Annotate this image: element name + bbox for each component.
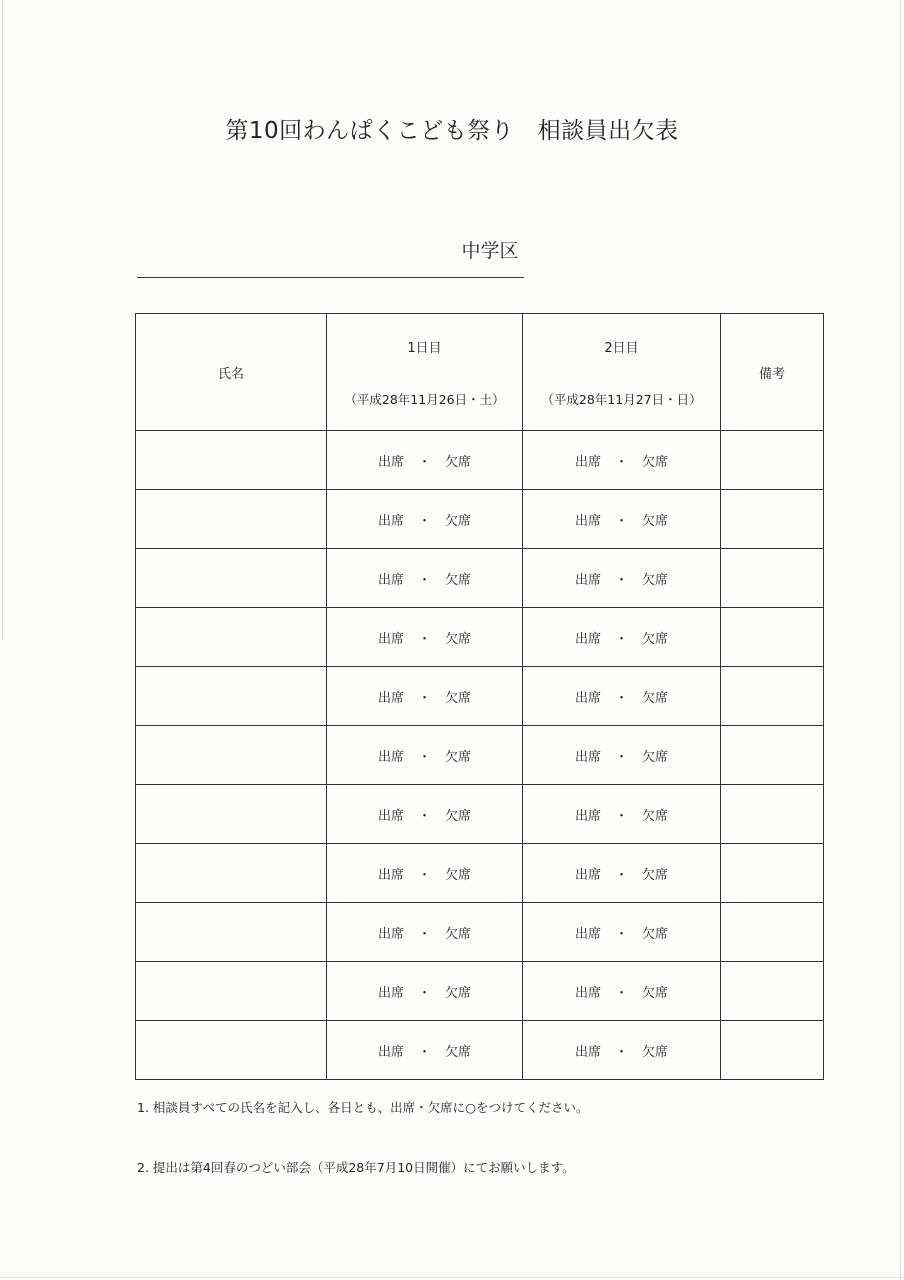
table-row — [136, 903, 824, 962]
name-cell[interactable] — [136, 490, 327, 549]
remarks-cell[interactable] — [721, 903, 824, 962]
document-title: 第10回わんぱくこども祭り 相談員出欠表 — [225, 118, 679, 144]
day2-absent-option[interactable]: 欠席 — [642, 572, 669, 588]
header-name-label: 氏名 — [217, 366, 244, 382]
day1-separator: ・ — [417, 631, 431, 647]
day1-absent-option[interactable]: 欠席 — [445, 572, 472, 588]
table-row — [136, 431, 824, 490]
day1-absent-option[interactable]: 欠席 — [445, 631, 472, 647]
remarks-cell[interactable] — [721, 549, 824, 608]
day1-absent-option[interactable]: 欠席 — [445, 867, 472, 883]
day1-attendance-cell[interactable] — [327, 549, 523, 608]
day1-present-option[interactable]: 出席 — [377, 808, 404, 824]
day1-absent-option[interactable]: 欠席 — [445, 749, 472, 765]
name-cell[interactable] — [136, 903, 327, 962]
day2-separator: ・ — [614, 572, 628, 588]
remarks-cell[interactable] — [721, 726, 824, 785]
header-day1 — [327, 314, 523, 431]
day1-absent-option[interactable]: 欠席 — [445, 926, 472, 942]
header-name — [136, 314, 327, 431]
day2-present-option[interactable]: 出席 — [574, 926, 601, 942]
name-cell[interactable] — [136, 962, 327, 1021]
name-cell[interactable] — [136, 726, 327, 785]
table-row — [136, 844, 824, 903]
day2-absent-option[interactable]: 欠席 — [642, 985, 669, 1001]
day2-absent-option[interactable]: 欠席 — [642, 690, 669, 706]
table-row — [136, 1021, 824, 1080]
day2-absent-option[interactable]: 欠席 — [642, 808, 669, 824]
day1-present-option[interactable]: 出席 — [377, 867, 404, 883]
header-remarks — [721, 314, 824, 431]
header-day2-date: （平成28年11月27日・日） — [541, 391, 702, 407]
day1-attendance-cell[interactable] — [327, 431, 523, 490]
day1-attendance-cell[interactable] — [327, 608, 523, 667]
day2-absent-option[interactable]: 欠席 — [642, 749, 669, 765]
day1-present-option[interactable]: 出席 — [377, 454, 404, 470]
table-row — [136, 962, 824, 1021]
header-remarks-label: 備考 — [758, 366, 785, 382]
day1-absent-option[interactable]: 欠席 — [445, 690, 472, 706]
day1-separator: ・ — [417, 867, 431, 883]
day2-attendance-cell[interactable] — [523, 1021, 721, 1080]
table-row — [136, 490, 824, 549]
remarks-cell[interactable] — [721, 608, 824, 667]
day2-separator: ・ — [614, 808, 628, 824]
day2-separator: ・ — [614, 690, 628, 706]
day1-separator: ・ — [417, 985, 431, 1001]
day2-absent-option[interactable]: 欠席 — [642, 631, 669, 647]
remarks-cell[interactable] — [721, 844, 824, 903]
day2-present-option[interactable]: 出席 — [574, 690, 601, 706]
header-day2 — [523, 314, 721, 431]
table-row — [136, 549, 824, 608]
day1-attendance-cell[interactable] — [327, 962, 523, 1021]
day1-attendance-cell[interactable] — [327, 844, 523, 903]
day2-absent-option[interactable]: 欠席 — [642, 926, 669, 942]
district-label: 中学区 — [461, 240, 519, 262]
remarks-cell[interactable] — [721, 667, 824, 726]
name-cell[interactable] — [136, 785, 327, 844]
day1-separator: ・ — [417, 513, 431, 529]
notes — [137, 1098, 837, 1176]
day2-present-option[interactable]: 出席 — [574, 454, 601, 470]
day2-separator: ・ — [614, 454, 628, 470]
day1-present-option[interactable]: 出席 — [377, 513, 404, 529]
day2-present-option[interactable]: 出席 — [574, 513, 601, 529]
day2-attendance-cell[interactable] — [523, 667, 721, 726]
day1-present-option[interactable]: 出席 — [377, 631, 404, 647]
day1-attendance-cell[interactable] — [327, 490, 523, 549]
day2-separator: ・ — [614, 749, 628, 765]
remarks-cell[interactable] — [721, 1021, 824, 1080]
remarks-cell[interactable] — [721, 431, 824, 490]
day1-separator: ・ — [417, 572, 431, 588]
day2-separator: ・ — [614, 985, 628, 1001]
day2-present-option[interactable]: 出席 — [574, 808, 601, 824]
day2-attendance-cell[interactable] — [523, 431, 721, 490]
header-row — [136, 314, 824, 431]
header-day1-label: 1日目 — [407, 340, 442, 356]
day2-absent-option[interactable]: 欠席 — [642, 867, 669, 883]
attendance-table — [135, 313, 824, 1080]
day1-attendance-cell[interactable] — [327, 667, 523, 726]
day2-separator: ・ — [614, 867, 628, 883]
note-2: 2. 提出は第4回春のつどい部会（平成28年7月10日開催）にてお願いします。 — [137, 1160, 575, 1175]
remarks-cell[interactable] — [721, 785, 824, 844]
day1-absent-option[interactable]: 欠席 — [445, 985, 472, 1001]
day1-present-option[interactable]: 出席 — [377, 985, 404, 1001]
table-row — [136, 785, 824, 844]
day1-present-option[interactable]: 出席 — [377, 749, 404, 765]
day1-present-option[interactable]: 出席 — [377, 926, 404, 942]
scan-edge-right — [900, 0, 901, 1280]
day1-separator: ・ — [417, 1044, 431, 1060]
day1-separator: ・ — [417, 926, 431, 942]
table-row — [136, 608, 824, 667]
day1-absent-option[interactable]: 欠席 — [445, 808, 472, 824]
day2-separator: ・ — [614, 1044, 628, 1060]
attendance-rows — [136, 431, 824, 1080]
day2-attendance-cell[interactable] — [523, 844, 721, 903]
day2-attendance-cell[interactable] — [523, 726, 721, 785]
day1-attendance-cell[interactable] — [327, 903, 523, 962]
day2-absent-option[interactable]: 欠席 — [642, 1044, 669, 1060]
day1-attendance-cell[interactable] — [327, 785, 523, 844]
name-cell[interactable] — [136, 549, 327, 608]
day2-attendance-cell[interactable] — [523, 903, 721, 962]
day2-attendance-cell[interactable] — [523, 549, 721, 608]
name-cell[interactable] — [136, 667, 327, 726]
day1-absent-option[interactable]: 欠席 — [445, 454, 472, 470]
day2-separator: ・ — [614, 513, 628, 529]
day2-attendance-cell[interactable] — [523, 490, 721, 549]
day1-present-option[interactable]: 出席 — [377, 572, 404, 588]
table-row — [136, 726, 824, 785]
scan-edge-left — [2, 0, 3, 640]
day2-attendance-cell[interactable] — [523, 962, 721, 1021]
header-day1-date: （平成28年11月26日・土） — [344, 391, 505, 407]
day2-present-option[interactable]: 出席 — [574, 631, 601, 647]
remarks-cell[interactable] — [721, 490, 824, 549]
name-cell[interactable] — [136, 608, 327, 667]
remarks-cell[interactable] — [721, 962, 824, 1021]
day1-separator: ・ — [417, 690, 431, 706]
header-day2-label: 2日目 — [604, 340, 639, 356]
day1-separator: ・ — [417, 808, 431, 824]
day2-attendance-cell[interactable] — [523, 608, 721, 667]
day1-separator: ・ — [417, 454, 431, 470]
day1-separator: ・ — [417, 749, 431, 765]
day2-present-option[interactable]: 出席 — [574, 572, 601, 588]
day2-absent-option[interactable]: 欠席 — [642, 454, 669, 470]
day2-present-option[interactable]: 出席 — [574, 985, 601, 1001]
name-cell[interactable] — [136, 1021, 327, 1080]
day2-attendance-cell[interactable] — [523, 785, 721, 844]
day2-separator: ・ — [614, 631, 628, 647]
table-row — [136, 667, 824, 726]
scan-edge-bottom — [0, 1277, 904, 1278]
day1-present-option[interactable]: 出席 — [377, 690, 404, 706]
day1-absent-option[interactable]: 欠席 — [445, 1044, 472, 1060]
note-1: 1. 相談員すべての氏名を記入し、各日とも、出席・欠席に○をつけてください。 — [137, 1100, 589, 1115]
day1-present-option[interactable]: 出席 — [377, 1044, 404, 1060]
day2-present-option[interactable]: 出席 — [574, 749, 601, 765]
day2-present-option[interactable]: 出席 — [574, 1044, 601, 1060]
day2-separator: ・ — [614, 926, 628, 942]
day2-present-option[interactable]: 出席 — [574, 867, 601, 883]
district-underline — [137, 277, 524, 278]
name-cell[interactable] — [136, 844, 327, 903]
day2-absent-option[interactable]: 欠席 — [642, 513, 669, 529]
day1-attendance-cell[interactable] — [327, 726, 523, 785]
name-cell[interactable] — [136, 431, 327, 490]
day1-attendance-cell[interactable] — [327, 1021, 523, 1080]
day1-absent-option[interactable]: 欠席 — [445, 513, 472, 529]
